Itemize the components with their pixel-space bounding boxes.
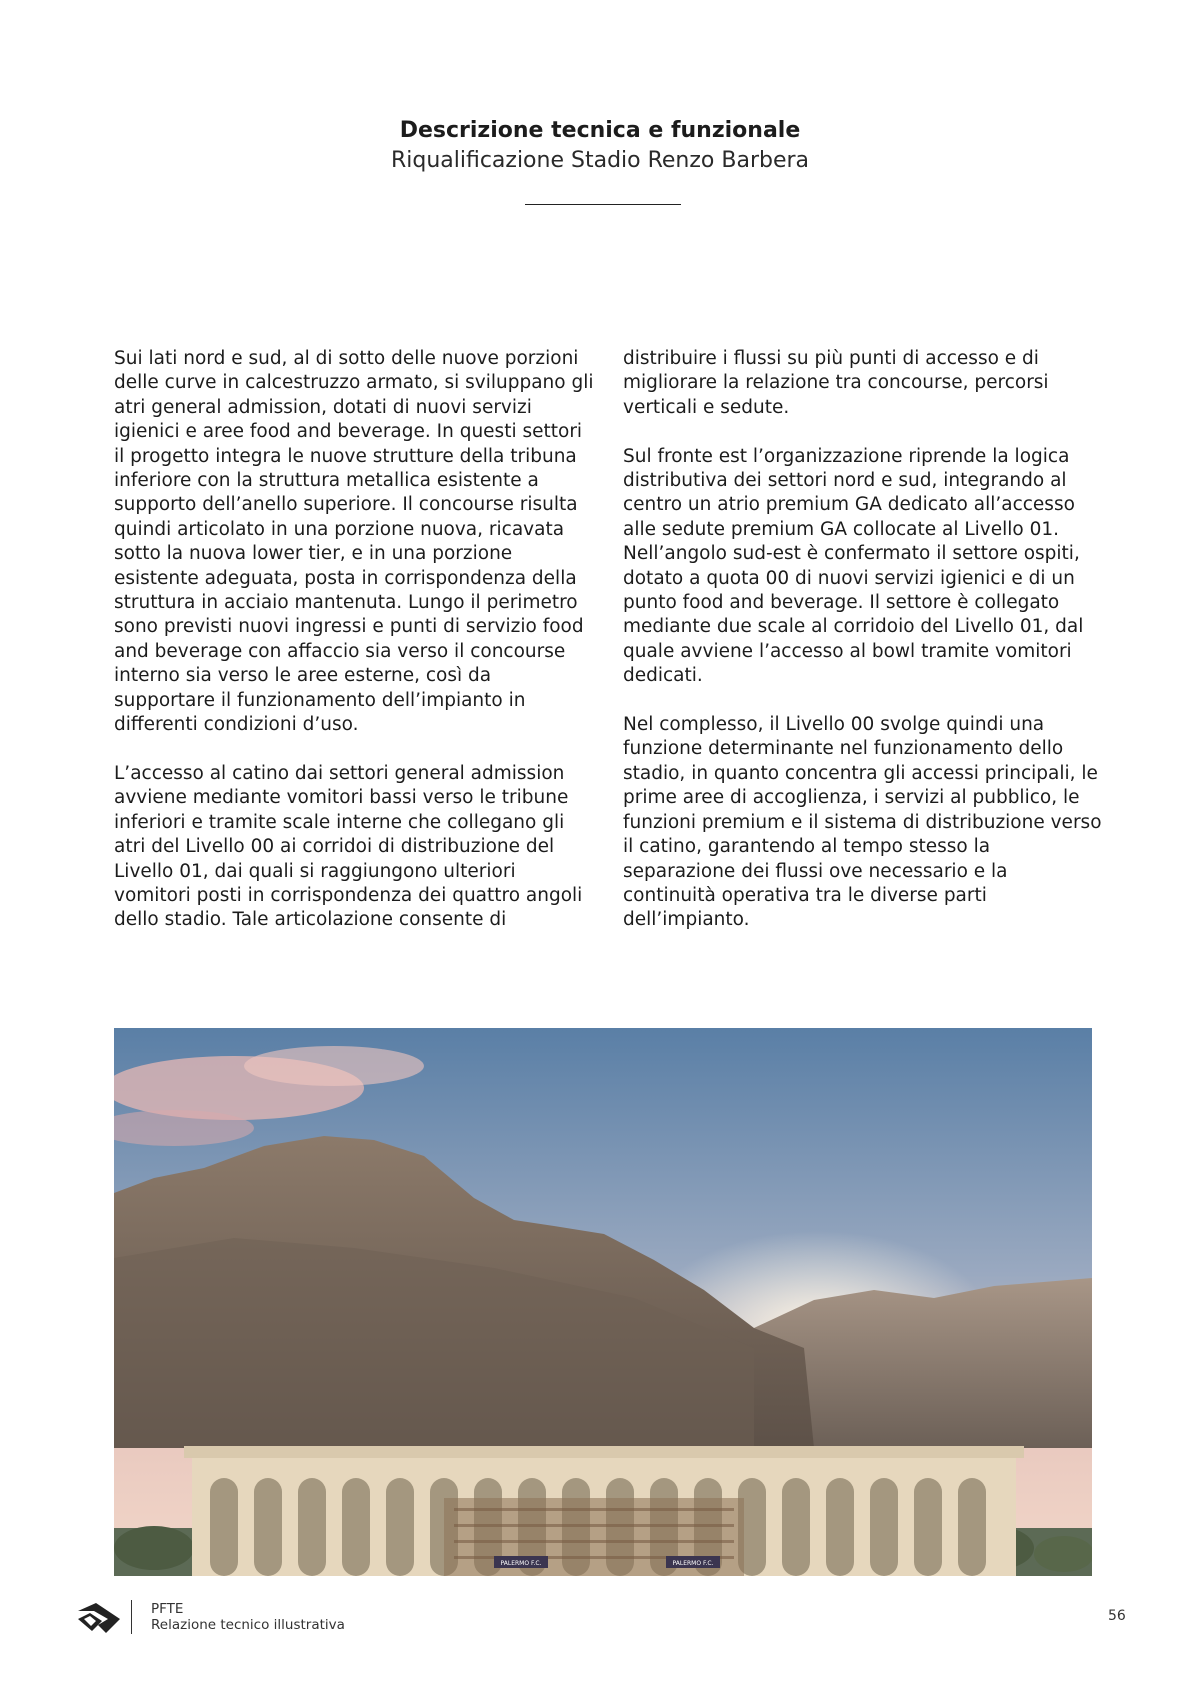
page-subtitle: Riqualificazione Stadio Renzo Barbera — [390, 148, 810, 173]
stadium-banner-label: PALERMO F.C. — [672, 1560, 714, 1567]
paragraph: L’accesso al catino dai settori general admission avviene mediante vomitori bassi verso le tribune inferiori e tramite scale interne che collegano gli atri del Livello 00 ai corridoi di distribuzione del Livello 01, dai quali si raggiungono ulteriori vomitori posti in corrispondenza dei quattro angoli dello stadio. Tale articolazione consente di — [114, 762, 583, 931]
page-header — [0, 116, 1200, 176]
footer-doc-title: Relazione tecnico illustrativa — [151, 1617, 345, 1633]
publisher-logo-icon — [76, 1599, 122, 1635]
paragraph: Sul fronte est l’organizzazione riprende la logica distributiva dei settori nord e sud, integrando al centro un atrio premium GA dedicato all’accesso alle sedute premium GA collocate al Livello 01. Nell’angolo sud-est è confermato il settore ospiti, dotato a quota 00 di nuovi servizi igienici e di un punto food and beverage. Il settore è collegato mediante due scale al corridoio del Livello 01, dal quale avviene l’accesso al bowl tramite vomitori dedicati. — [623, 445, 1084, 687]
stadium — [184, 1446, 1024, 1576]
text-column-right — [623, 347, 1103, 957]
footer-doc-code: PFTE — [151, 1601, 184, 1617]
footer-divider — [131, 1600, 132, 1634]
paragraph: distribuire i flussi su più punti di accesso e di migliorare la relazione tra concourse, percorsi verticali e sedute. — [623, 348, 1049, 418]
stadium-rendering — [114, 1028, 1092, 1576]
stadium-banner-label: PALERMO F.C. — [500, 1560, 542, 1567]
page-number: 56 — [1108, 1608, 1126, 1624]
footer-text — [151, 1601, 345, 1633]
page-title: Descrizione tecnica e funzionale — [399, 118, 801, 143]
paragraph: Nel complesso, il Livello 00 svolge quindi una funzione determinante nel funzionamento dello stadio, in quanto concentra gli accessi principali, le prime aree di accoglienza, i servizi al pubblico, le funzioni premium e il sistema di distribuzione verso il catino, garantendo al tempo stesso la separazione dei flussi ove necessario e la continuità operativa tra le diverse parti dell’impianto. — [623, 714, 1102, 931]
paragraph: Sui lati nord e sud, al di sotto delle nuove porzioni delle curve in calcestruzzo armato, si sviluppano gli atri general admission, dotati di nuovi servizi igienici e aree food and beverage. In questi settori il progetto integra le nuove strutture della tribuna inferiore con la struttura metallica esistente a supporto dell’anello superiore. Il concourse risulta quindi articolato in una porzione nuova, ricavata sotto la nuova lower tier, e in una porzione esistente adeguata, posta in corrispondenza della struttura in acciaio mantenuta. Lungo il perimetro sono previsti nuovi ingressi e punti di servizio food and beverage con affaccio sia verso il concourse interno sia verso le aree esterne, così da supportare il funzionamento dell’impianto in differenti condizioni d’uso. — [114, 348, 594, 736]
text-column-left — [114, 347, 594, 957]
cloud — [244, 1046, 424, 1086]
title-underline — [525, 204, 681, 205]
